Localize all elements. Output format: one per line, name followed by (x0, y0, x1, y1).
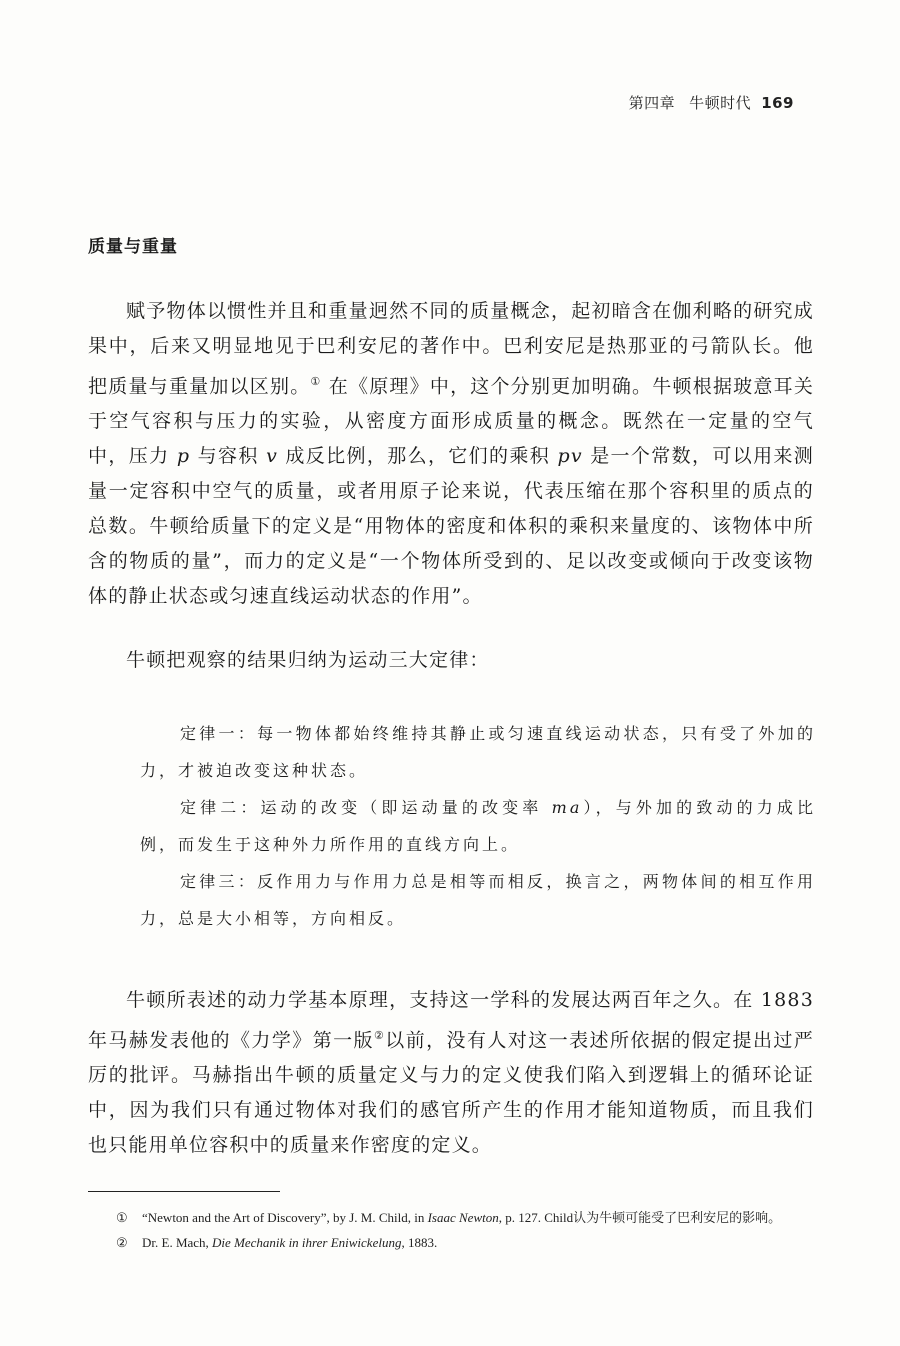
footnote-mark: ① (116, 1210, 128, 1225)
footnote-text: Dr. E. Mach, (142, 1235, 213, 1250)
footnote-ref-1[interactable]: ① (310, 375, 322, 388)
variable-pv: pv (557, 445, 583, 468)
paragraph-text: 在《原理》中，这个分别更加明确。牛顿根据玻意耳关于空气容积与压力的实验，从密度方面形成质量的概念。既然在一定量的空气中，压力 (88, 375, 815, 468)
paragraph-text: 牛顿所表述的动力学基本原理，支持这一学科的发展达两百年之久。在 1883 年马赫发表他的《力学》第一版 (88, 989, 814, 1052)
footnote-ref-2[interactable]: ② (373, 1029, 386, 1042)
law-three: 定律三：反作用力与作用力总是相等而相反，换言之，两物体间的相互作用力，总是大小相等，方向相反。 (140, 872, 816, 928)
footnote-1 (88, 1205, 814, 1230)
footnotes (88, 1205, 814, 1255)
footnote-text: , 1883. (401, 1235, 438, 1250)
running-header (629, 92, 794, 113)
book-title: Die Mechanik in ihrer Eniwickelung (212, 1235, 402, 1250)
paragraph-mach-critique (88, 983, 814, 1163)
footnote-text: , p. 127. Child认为牛顿可能受了巴利安尼的影响。 (498, 1210, 782, 1225)
paragraph-mass-concept (88, 294, 814, 614)
law-two-text: ），与外加的致动的力成比例，而发生于这种外力所作用的直线方向上。 (140, 798, 816, 854)
paragraph-text: 以前，没有人对这一表述所依据的假定提出过严厉的批评。马赫指出牛顿的质量定义与力的定义使我们陷入到逻辑上的循环论证中，因为我们只有通过物体对我们的感官所产生的作用才能知道物质，而且我们也只能用单位容积中的质量来作密度的定义。 (88, 1029, 815, 1157)
footnote-text: “Newton and the Art of Discovery”, by J. M. Child, in (142, 1210, 428, 1225)
footnote-mark: ② (116, 1235, 128, 1250)
paragraph-text: 赋予物体以惯性并且和重量迥然不同的质量概念，起初暗含在伽利略的研究成果中，后来又明显地见于巴利安尼的著作中。巴利安尼是热那亚的弓箭队长。他把质量与重量加以区别。 (88, 300, 814, 398)
footnote-2 (88, 1230, 814, 1255)
paragraph-laws-intro: 牛顿把观察的结果归纳为运动三大定律： (126, 649, 490, 671)
paragraph-text: 成反比例，那么，它们的乘积 (278, 445, 558, 468)
footnote-divider (88, 1191, 280, 1192)
law-one: 定律一：每一物体都始终维持其静止或匀速直线运动状态，只有受了外加的力，才被迫改变这种状态。 (140, 724, 816, 780)
variable-v: v (266, 445, 279, 468)
law-two (140, 789, 816, 863)
paragraph-text: 与容积 (190, 445, 267, 468)
chapter-title: 牛顿时代 (689, 94, 752, 112)
book-title: Isaac Newton (427, 1210, 499, 1225)
chapter-label: 第四章 (628, 94, 676, 112)
law-two-text: 定律二：运动的改变（即运动量的改变率 (180, 798, 552, 817)
laws-of-motion (140, 715, 816, 937)
paragraph-text: 是一个常数，可以用来测量一定容积中空气的质量，或者用原子论来说，代表压缩在那个容积里的质点的总数。牛顿给质量下的定义是“用物体的密度和体积的乘积来量度的、该物体中所含的物质的量”，而力的定义是“一个物体所受到的、足以改变或倾向于改变该物体的静止状态或匀速直线运动状态的作用”。 (88, 445, 814, 608)
page-number: 169 (761, 94, 794, 112)
variable-ma: ma (551, 798, 583, 817)
section-title: 质量与重量 (88, 237, 178, 257)
variable-p: p (176, 445, 191, 468)
